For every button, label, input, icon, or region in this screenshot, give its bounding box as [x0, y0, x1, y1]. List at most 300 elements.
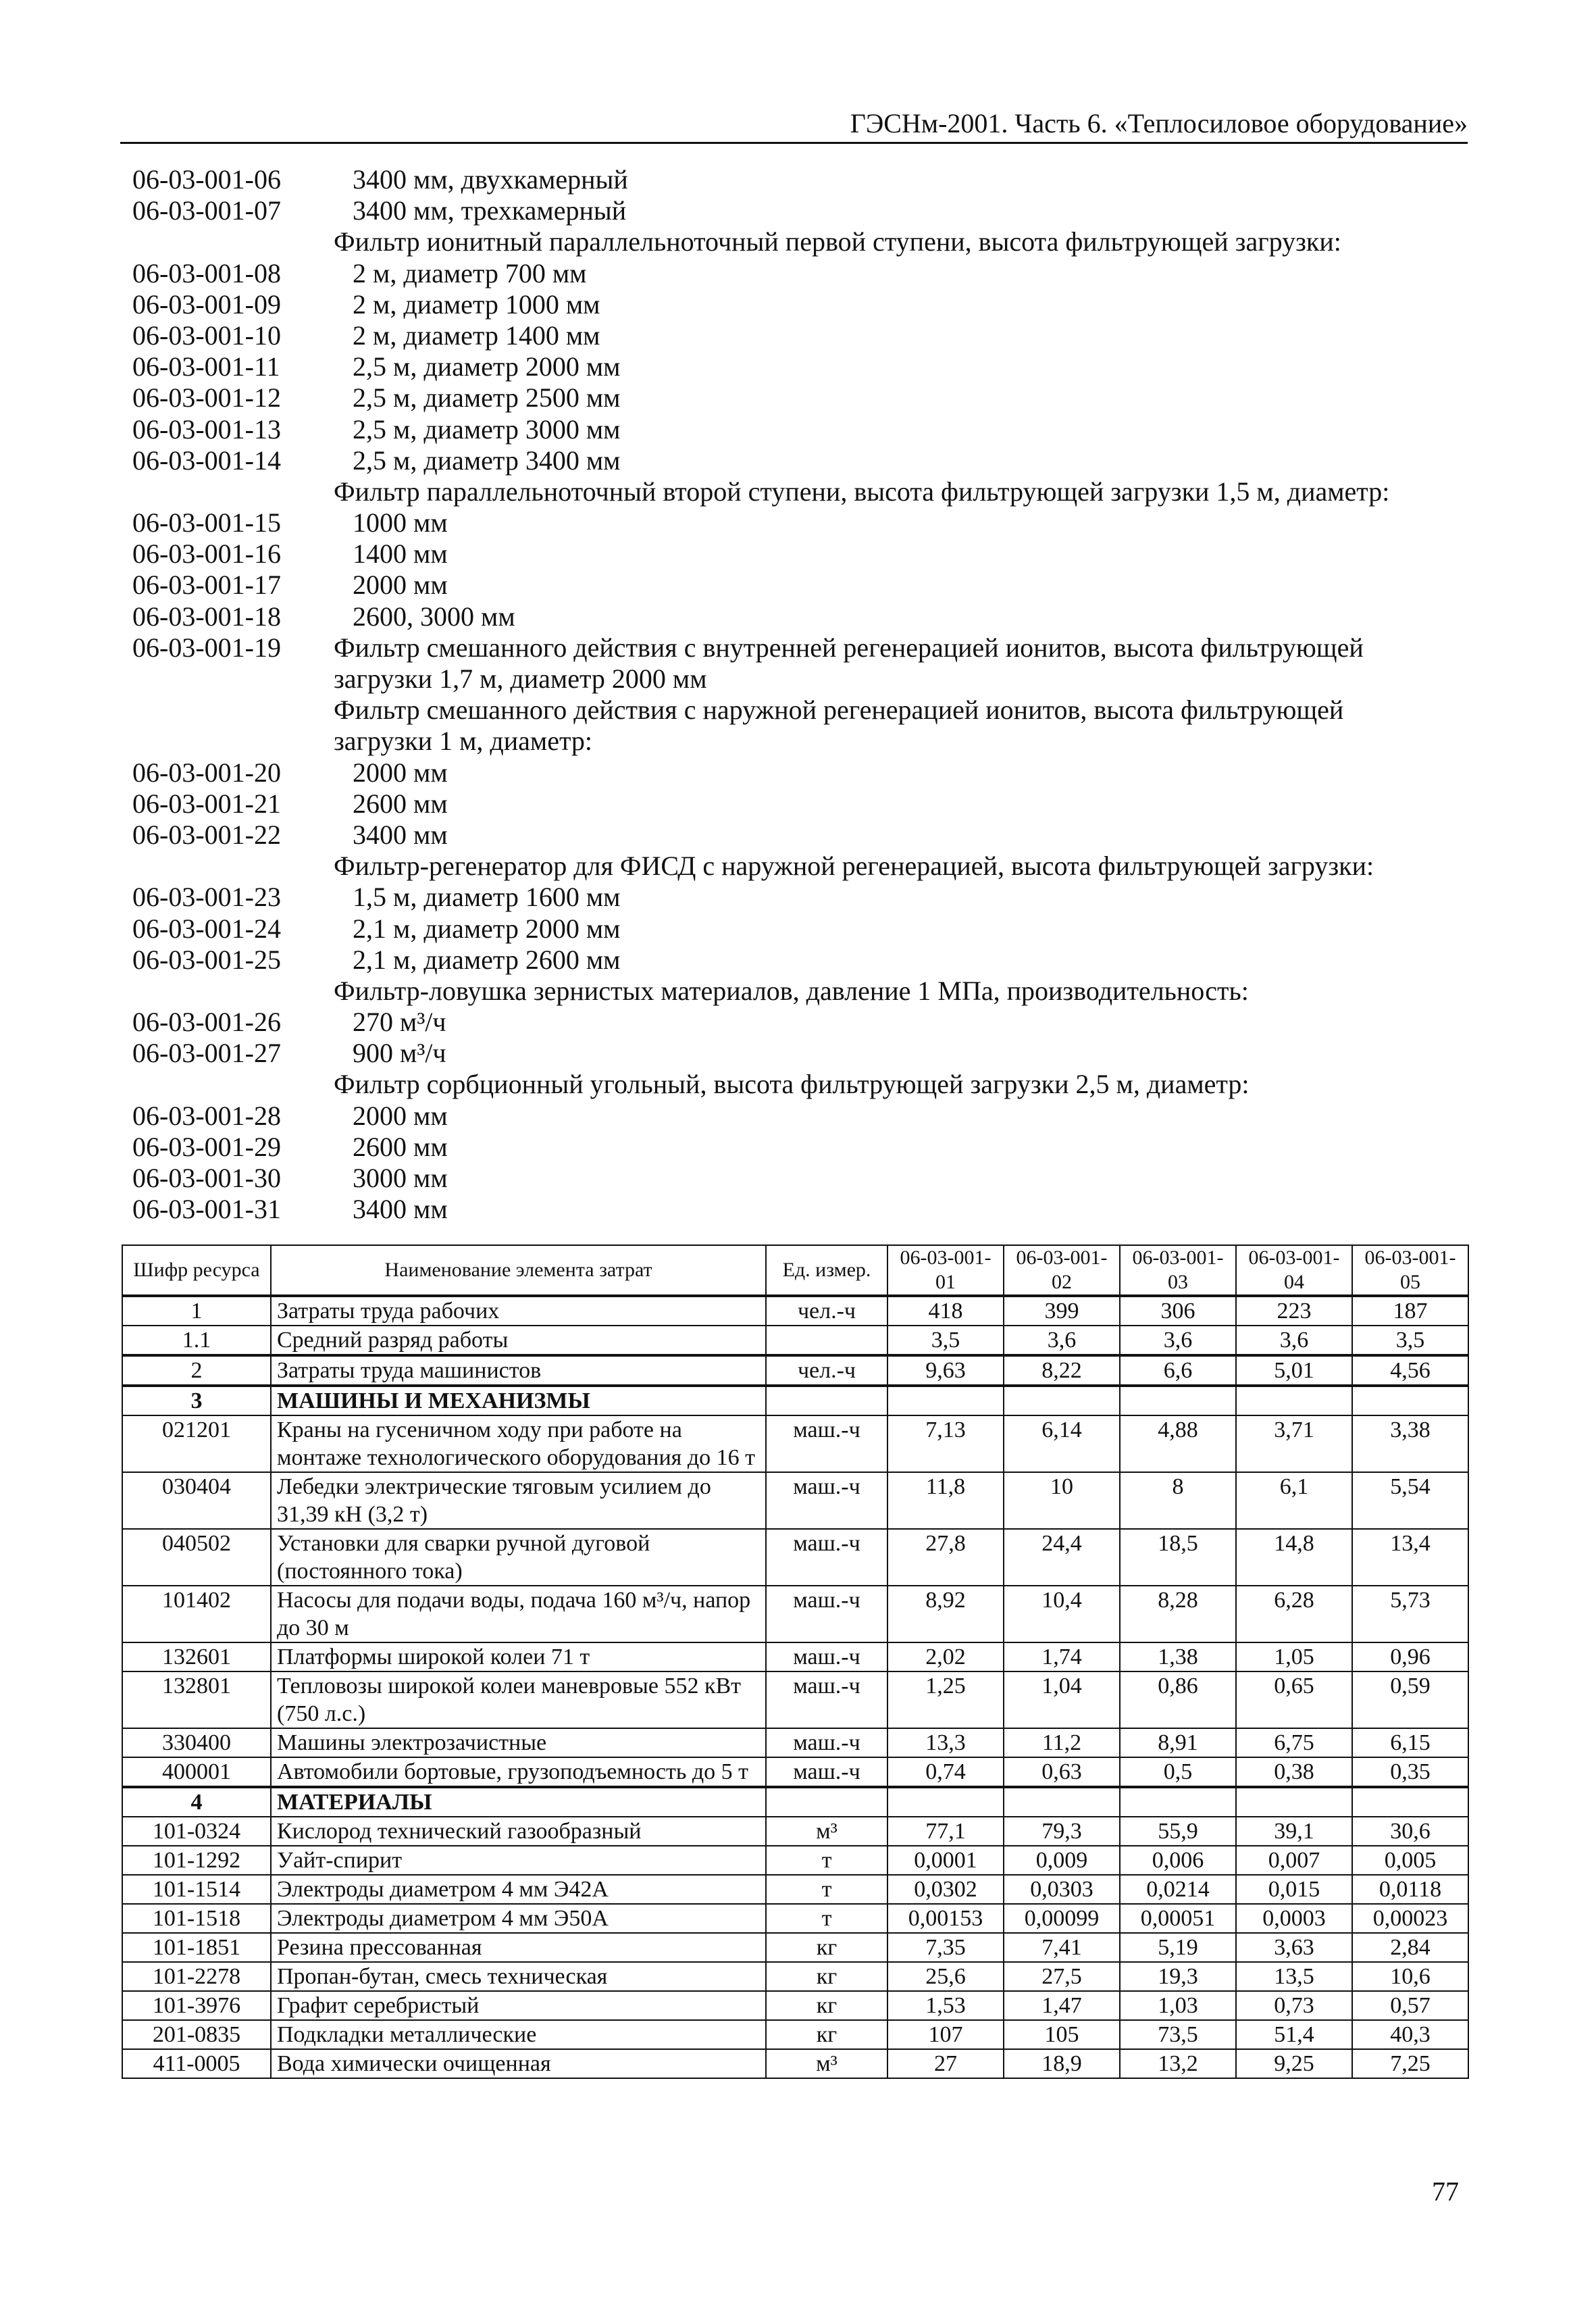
cell-value: 0,0118: [1352, 1875, 1468, 1904]
cell-value: 0,73: [1236, 1991, 1352, 2020]
cell-value: 223: [1236, 1296, 1352, 1326]
cell-value: 24,4: [1004, 1529, 1120, 1586]
code-list-item: [132, 1038, 1476, 1069]
code-list-item: [132, 570, 1476, 601]
code-list-item: [132, 695, 1476, 726]
cell-value: 4,88: [1120, 1415, 1236, 1472]
entry-text: 2600, 3000 мм: [353, 601, 515, 632]
cell-code: 101-3976: [122, 1991, 271, 2020]
entry-text: 2600 мм: [353, 1131, 448, 1162]
cell-code: 132801: [122, 1671, 271, 1728]
cell-name: Резина прессованная: [271, 1933, 766, 1962]
cell-value: [1120, 1787, 1236, 1817]
table-row: [122, 1991, 1468, 2020]
cell-unit: т: [766, 1875, 887, 1904]
entry-code: 06-03-001-14: [132, 445, 281, 476]
cell-unit: маш.-ч: [766, 1472, 887, 1529]
entry-code: [132, 695, 334, 726]
entry-text: 2,5 м, диаметр 2000 мм: [353, 351, 621, 382]
cell-name: Краны на гусеничном ходу при работе на монтаже технологического оборудования до 16 т: [271, 1415, 766, 1472]
cell-name: Автомобили бортовые, грузоподъемность до 5 т: [271, 1757, 766, 1787]
entry-text: 1,5 м, диаметр 1600 мм: [353, 882, 621, 913]
cell-value: 1,38: [1120, 1642, 1236, 1671]
entry-text: 2,5 м, диаметр 3400 мм: [353, 445, 621, 476]
entry-code: 06-03-001-13: [132, 413, 281, 445]
cell-value: 0,38: [1236, 1757, 1352, 1787]
cell-value: 0,0003: [1236, 1904, 1352, 1933]
entry-text: 2,1 м, диаметр 2600 мм: [353, 944, 621, 975]
cell-value: 0,86: [1120, 1671, 1236, 1728]
cell-value: 0,96: [1352, 1642, 1468, 1671]
cell-code: 411-0005: [122, 2049, 271, 2078]
cell-value: 7,41: [1004, 1933, 1120, 1962]
cell-code: 021201: [122, 1415, 271, 1472]
cell-unit: кг: [766, 2020, 887, 2049]
cell-code: 040502: [122, 1529, 271, 1586]
entry-text: Фильтр сорбционный угольный, высота фильтрующей загрузки 2,5 м, диаметр:: [334, 1069, 1250, 1100]
entry-text: 2,1 м, диаметр 2000 мм: [353, 913, 621, 944]
cell-value: 51,4: [1236, 2020, 1352, 2049]
cell-value: 9,25: [1236, 2049, 1352, 2078]
cell-value: 6,75: [1236, 1728, 1352, 1757]
cell-unit: чел.-ч: [766, 1355, 887, 1386]
cell-unit: кг: [766, 1991, 887, 2020]
cell-value: 6,1: [1236, 1472, 1352, 1529]
cell-value: 10,6: [1352, 1962, 1468, 1991]
cell-code: 101-1518: [122, 1904, 271, 1933]
entry-code: 06-03-001-23: [132, 882, 281, 913]
cell-unit: маш.-ч: [766, 1529, 887, 1586]
table-row: [122, 1415, 1468, 1472]
cell-code: 030404: [122, 1472, 271, 1529]
cell-value: 3,6: [1004, 1326, 1120, 1355]
cell-value: 3,5: [887, 1326, 1004, 1355]
entry-text: 270 м³/ч: [353, 1007, 446, 1038]
table-row: [122, 1904, 1468, 1933]
cell-value: 18,5: [1120, 1529, 1236, 1586]
cell-value: 0,015: [1236, 1875, 1352, 1904]
cell-value: 7,13: [887, 1415, 1004, 1472]
cell-code: 4: [122, 1787, 271, 1817]
code-list-item: [132, 632, 1476, 663]
entry-code: 06-03-001-09: [132, 288, 281, 320]
cell-code: 101-1851: [122, 1933, 271, 1962]
entry-code: 06-03-001-29: [132, 1131, 281, 1162]
cell-value: 399: [1004, 1296, 1120, 1326]
code-list: [132, 164, 1476, 1225]
table-row: [122, 1355, 1468, 1386]
table-row: [122, 1933, 1468, 1962]
table-header-row: [122, 1245, 1468, 1296]
code-list-item: [132, 663, 1476, 695]
cell-value: [1236, 1386, 1352, 1415]
cell-value: 27: [887, 2049, 1004, 2078]
col-header-v5: 06-03-001-05: [1352, 1245, 1468, 1296]
code-list-item: [132, 726, 1476, 757]
table-row: [122, 1728, 1468, 1757]
cell-value: 306: [1120, 1296, 1236, 1326]
cell-value: 18,9: [1004, 2049, 1120, 2078]
cell-value: 11,2: [1004, 1728, 1120, 1757]
code-list-item: [132, 507, 1476, 538]
code-list-item: [132, 538, 1476, 570]
code-list-item: [132, 1132, 1476, 1163]
cell-value: 14,8: [1236, 1529, 1352, 1586]
cell-unit: т: [766, 1846, 887, 1875]
code-list-item: [132, 913, 1476, 945]
entry-text: 3400 мм: [353, 819, 448, 850]
table-row: [122, 1875, 1468, 1904]
cell-value: 27,5: [1004, 1962, 1120, 1991]
code-list-item: [132, 945, 1476, 976]
cell-value: 40,3: [1352, 2020, 1468, 2049]
col-header-v2: 06-03-001-02: [1004, 1245, 1120, 1296]
cell-value: 0,006: [1120, 1846, 1236, 1875]
entry-code: 06-03-001-11: [132, 351, 280, 382]
cell-value: 27,8: [887, 1529, 1004, 1586]
cell-value: 0,00153: [887, 1904, 1004, 1933]
cell-unit: чел.-ч: [766, 1296, 887, 1326]
entry-text: 2000 мм: [353, 1100, 448, 1131]
resource-table: [122, 1244, 1469, 2079]
code-list-item: [132, 757, 1476, 788]
cell-unit: маш.-ч: [766, 1415, 887, 1472]
entry-text: 1000 мм: [353, 507, 448, 538]
table-row: [122, 1671, 1468, 1728]
entry-text: 3400 мм: [353, 1194, 448, 1225]
cell-value: 8,91: [1120, 1728, 1236, 1757]
entry-code: 06-03-001-18: [132, 601, 281, 632]
entry-text: 2600 мм: [353, 788, 448, 819]
page-number: 77: [1432, 2176, 1459, 2207]
cell-value: 1,03: [1120, 1991, 1236, 2020]
cell-value: 0,59: [1352, 1671, 1468, 1728]
cell-value: 0,63: [1004, 1757, 1120, 1787]
code-list-item: [132, 1101, 1476, 1132]
cell-value: [1004, 1386, 1120, 1415]
entry-code: 06-03-001-12: [132, 382, 281, 413]
col-header-name: Наименование элемента затрат: [271, 1245, 766, 1296]
cell-value: 0,35: [1352, 1757, 1468, 1787]
cell-value: 1,74: [1004, 1642, 1120, 1671]
cell-value: [1120, 1386, 1236, 1415]
cell-value: 3,63: [1236, 1933, 1352, 1962]
cell-name: Подкладки металлические: [271, 2020, 766, 2049]
table-row: [122, 1296, 1468, 1326]
cell-value: 5,54: [1352, 1472, 1468, 1529]
code-list-item: [132, 195, 1476, 226]
cell-value: 0,007: [1236, 1846, 1352, 1875]
code-list-item: [132, 320, 1476, 351]
cell-unit: маш.-ч: [766, 1757, 887, 1787]
entry-code: [132, 851, 334, 882]
entry-code: 06-03-001-20: [132, 757, 281, 788]
table-row: [122, 1757, 1468, 1787]
entry-code: 06-03-001-27: [132, 1038, 281, 1069]
cell-value: 13,5: [1236, 1962, 1352, 1991]
cell-value: 1,04: [1004, 1671, 1120, 1728]
cell-name: МАШИНЫ И МЕХАНИЗМЫ: [271, 1386, 766, 1415]
code-list-item: [132, 445, 1476, 476]
entry-text: 3000 мм: [353, 1163, 448, 1193]
entry-text: 2,5 м, диаметр 2500 мм: [353, 382, 621, 413]
cell-value: 5,01: [1236, 1355, 1352, 1386]
entry-text: Фильтр параллельноточный второй ступени, высота фильтрующей загрузки 1,5 м, диаметр:: [334, 476, 1390, 507]
cell-value: 105: [1004, 2020, 1120, 2049]
cell-value: 11,8: [887, 1472, 1004, 1529]
cell-code: 101-2278: [122, 1962, 271, 1991]
code-list-item: [132, 476, 1476, 507]
cell-code: 101-0324: [122, 1817, 271, 1846]
cell-unit: м³: [766, 2049, 887, 2078]
cell-code: 330400: [122, 1728, 271, 1757]
cell-value: 6,6: [1120, 1355, 1236, 1386]
cell-name: Насосы для подачи воды, подача 160 м³/ч, напор до 30 м: [271, 1586, 766, 1642]
cell-value: 0,0001: [887, 1846, 1004, 1875]
cell-value: 0,74: [887, 1757, 1004, 1787]
code-list-item: [132, 1194, 1476, 1225]
cell-value: 6,28: [1236, 1586, 1352, 1642]
cell-name: Уайт-спирит: [271, 1846, 766, 1875]
entry-code: 06-03-001-31: [132, 1194, 281, 1225]
cell-value: 10: [1004, 1472, 1120, 1529]
cell-value: 3,38: [1352, 1415, 1468, 1472]
entry-text: 2000 мм: [353, 570, 448, 601]
code-list-item: [132, 258, 1476, 289]
cell-value: 0,009: [1004, 1846, 1120, 1875]
cell-value: 9,63: [887, 1355, 1004, 1386]
cell-value: 1,47: [1004, 1991, 1120, 2020]
cell-unit: м³: [766, 1817, 887, 1846]
cell-code: 1.1: [122, 1326, 271, 1355]
cell-value: 6,15: [1352, 1728, 1468, 1757]
cell-unit: маш.-ч: [766, 1671, 887, 1728]
entry-code: [132, 476, 334, 507]
entry-code: 06-03-001-21: [132, 788, 281, 819]
table-row: [122, 1846, 1468, 1875]
code-list-item: [132, 820, 1476, 851]
code-list-item: [132, 351, 1476, 382]
entry-text: загрузки 1,7 м, диаметр 2000 мм: [334, 663, 707, 694]
entry-code: 06-03-001-15: [132, 507, 281, 538]
entry-code: 06-03-001-16: [132, 538, 281, 570]
table-row: [122, 2049, 1468, 2078]
entry-code: [132, 976, 334, 1007]
table-row: [122, 1472, 1468, 1529]
code-list-item: [132, 1007, 1476, 1038]
cell-value: 77,1: [887, 1817, 1004, 1846]
entry-code: 06-03-001-17: [132, 570, 281, 601]
table-row: [122, 1962, 1468, 1991]
table-row: [122, 1642, 1468, 1671]
code-list-item: [132, 788, 1476, 820]
entry-code: 06-03-001-25: [132, 944, 281, 975]
cell-name: Тепловозы широкой колеи маневровые 552 кВт (750 л.с.): [271, 1671, 766, 1728]
table-row: [122, 1787, 1468, 1817]
cell-unit: кг: [766, 1933, 887, 1962]
cell-value: 1,05: [1236, 1642, 1352, 1671]
entry-text: 2000 мм: [353, 757, 448, 788]
cell-name: Платформы широкой колеи 71 т: [271, 1642, 766, 1671]
code-list-item: [132, 164, 1476, 195]
cell-value: 13,2: [1120, 2049, 1236, 2078]
entry-code: 06-03-001-24: [132, 913, 281, 944]
code-list-item: [132, 851, 1476, 882]
entry-text: Фильтр-регенератор для ФИСД с наружной регенерацией, высота фильтрующей загрузки:: [334, 851, 1374, 882]
cell-value: 5,73: [1352, 1586, 1468, 1642]
entry-text: 3400 мм, двухкамерный: [353, 164, 628, 195]
cell-value: 0,57: [1352, 1991, 1468, 2020]
entry-text: 2 м, диаметр 1000 мм: [353, 288, 600, 320]
cell-value: 5,19: [1120, 1933, 1236, 1962]
cell-name: Затраты труда рабочих: [271, 1296, 766, 1326]
cell-value: [1352, 1787, 1468, 1817]
entry-text: Фильтр смешанного действия с наружной регенерацией ионитов, высота фильтрующей: [334, 695, 1344, 726]
cell-name: Электроды диаметром 4 мм Э42А: [271, 1875, 766, 1904]
col-header-v1: 06-03-001-01: [887, 1245, 1004, 1296]
cell-code: 1: [122, 1296, 271, 1326]
cell-value: 107: [887, 2020, 1004, 2049]
cell-value: 3,6: [1120, 1326, 1236, 1355]
table-row: [122, 1529, 1468, 1586]
col-header-v4: 06-03-001-04: [1236, 1245, 1352, 1296]
cell-value: 0,5: [1120, 1757, 1236, 1787]
cell-value: 13,4: [1352, 1529, 1468, 1586]
cell-value: 6,14: [1004, 1415, 1120, 1472]
cell-value: 13,3: [887, 1728, 1004, 1757]
cell-value: [887, 1386, 1004, 1415]
cell-value: 39,1: [1236, 1817, 1352, 1846]
cell-value: 3,71: [1236, 1415, 1352, 1472]
cell-name: Лебедки электрические тяговым усилием до 31,39 кН (3,2 т): [271, 1472, 766, 1529]
cell-value: 30,6: [1352, 1817, 1468, 1846]
cell-value: 0,65: [1236, 1671, 1352, 1728]
entry-code: 06-03-001-07: [132, 195, 281, 226]
cell-unit: маш.-ч: [766, 1642, 887, 1671]
cell-name: МАТЕРИАЛЫ: [271, 1787, 766, 1817]
cell-name: Установки для сварки ручной дуговой (постоянного тока): [271, 1529, 766, 1586]
entry-code: 06-03-001-28: [132, 1100, 281, 1131]
cell-code: 400001: [122, 1757, 271, 1787]
cell-value: 8: [1120, 1472, 1236, 1529]
entry-text: 2 м, диаметр 700 мм: [353, 257, 587, 288]
cell-value: 4,56: [1352, 1355, 1468, 1386]
cell-code: 101402: [122, 1586, 271, 1642]
cell-value: 3,5: [1352, 1326, 1468, 1355]
cell-code: 3: [122, 1386, 271, 1415]
cell-value: 0,00099: [1004, 1904, 1120, 1933]
cell-value: [887, 1787, 1004, 1817]
cell-value: 0,0214: [1120, 1875, 1236, 1904]
table-row: [122, 1817, 1468, 1846]
table-row: [122, 1586, 1468, 1642]
cell-value: 2,84: [1352, 1933, 1468, 1962]
cell-value: 10,4: [1004, 1586, 1120, 1642]
cell-value: 1,53: [887, 1991, 1004, 2020]
page-header: [120, 107, 1468, 144]
entry-text: 2 м, диаметр 1400 мм: [353, 320, 600, 351]
cell-value: [1004, 1787, 1120, 1817]
cell-value: 79,3: [1004, 1817, 1120, 1846]
table-row: [122, 2020, 1468, 2049]
cell-value: 73,5: [1120, 2020, 1236, 2049]
entry-code: 06-03-001-19: [132, 632, 281, 663]
cell-value: 19,3: [1120, 1962, 1236, 1991]
entry-code: [132, 226, 334, 257]
entry-text: Фильтр-ловушка зернистых материалов, давление 1 МПа, производительность:: [334, 975, 1249, 1006]
code-list-item: [132, 382, 1476, 413]
cell-unit: т: [766, 1904, 887, 1933]
cell-value: 3,6: [1236, 1326, 1352, 1355]
cell-code: 101-1292: [122, 1846, 271, 1875]
entry-code: 06-03-001-30: [132, 1163, 281, 1193]
code-list-item: [132, 1163, 1476, 1194]
cell-code: 101-1514: [122, 1875, 271, 1904]
col-header-v3: 06-03-001-03: [1120, 1245, 1236, 1296]
entry-code: [132, 663, 334, 695]
table-row: [122, 1326, 1468, 1355]
cell-code: 2: [122, 1355, 271, 1386]
cell-unit: [766, 1386, 887, 1415]
entry-code: [132, 726, 334, 757]
cell-value: 0,00023: [1352, 1904, 1468, 1933]
cell-value: 55,9: [1120, 1817, 1236, 1846]
entry-code: 06-03-001-22: [132, 819, 281, 850]
cell-code: 132601: [122, 1642, 271, 1671]
entry-text: Фильтр ионитный параллельноточный первой ступени, высота фильтрующей загрузки:: [334, 226, 1341, 257]
code-list-item: [132, 601, 1476, 632]
cell-unit: [766, 1326, 887, 1355]
entry-code: 06-03-001-26: [132, 1007, 281, 1038]
cell-unit: маш.-ч: [766, 1728, 887, 1757]
cell-unit: кг: [766, 1962, 887, 1991]
cell-name: Вода химически очищенная: [271, 2049, 766, 2078]
cell-value: 418: [887, 1296, 1004, 1326]
col-header-unit: Ед. измер.: [766, 1245, 887, 1296]
cell-value: 8,92: [887, 1586, 1004, 1642]
cell-code: 201-0835: [122, 2020, 271, 2049]
entry-text: 1400 мм: [353, 538, 448, 570]
code-list-item: [132, 1069, 1476, 1100]
cell-value: [1352, 1386, 1468, 1415]
code-list-item: [132, 226, 1476, 257]
cell-name: Средний разряд работы: [271, 1326, 766, 1355]
cell-unit: маш.-ч: [766, 1586, 887, 1642]
cell-name: Электроды диаметром 4 мм Э50А: [271, 1904, 766, 1933]
entry-text: Фильтр смешанного действия с внутренней регенерацией ионитов, высота фильтрующей: [334, 632, 1364, 663]
cell-unit: [766, 1787, 887, 1817]
cell-name: Затраты труда машинистов: [271, 1355, 766, 1386]
entry-text: загрузки 1 м, диаметр:: [334, 726, 593, 757]
table-row: [122, 1386, 1468, 1415]
code-list-item: [132, 289, 1476, 320]
entry-code: 06-03-001-10: [132, 320, 281, 351]
code-list-item: [132, 414, 1476, 445]
cell-value: 0,0303: [1004, 1875, 1120, 1904]
cell-value: 8,22: [1004, 1355, 1120, 1386]
entry-text: 3400 мм, трехкамерный: [353, 195, 627, 226]
entry-code: 06-03-001-08: [132, 257, 281, 288]
cell-value: 0,005: [1352, 1846, 1468, 1875]
entry-text: 900 м³/ч: [353, 1038, 446, 1069]
cell-name: Кислород технический газообразный: [271, 1817, 766, 1846]
cell-value: 187: [1352, 1296, 1468, 1326]
cell-value: 25,6: [887, 1962, 1004, 1991]
entry-code: [132, 1069, 334, 1100]
code-list-item: [132, 882, 1476, 913]
cell-value: 7,35: [887, 1933, 1004, 1962]
cell-value: 0,00051: [1120, 1904, 1236, 1933]
